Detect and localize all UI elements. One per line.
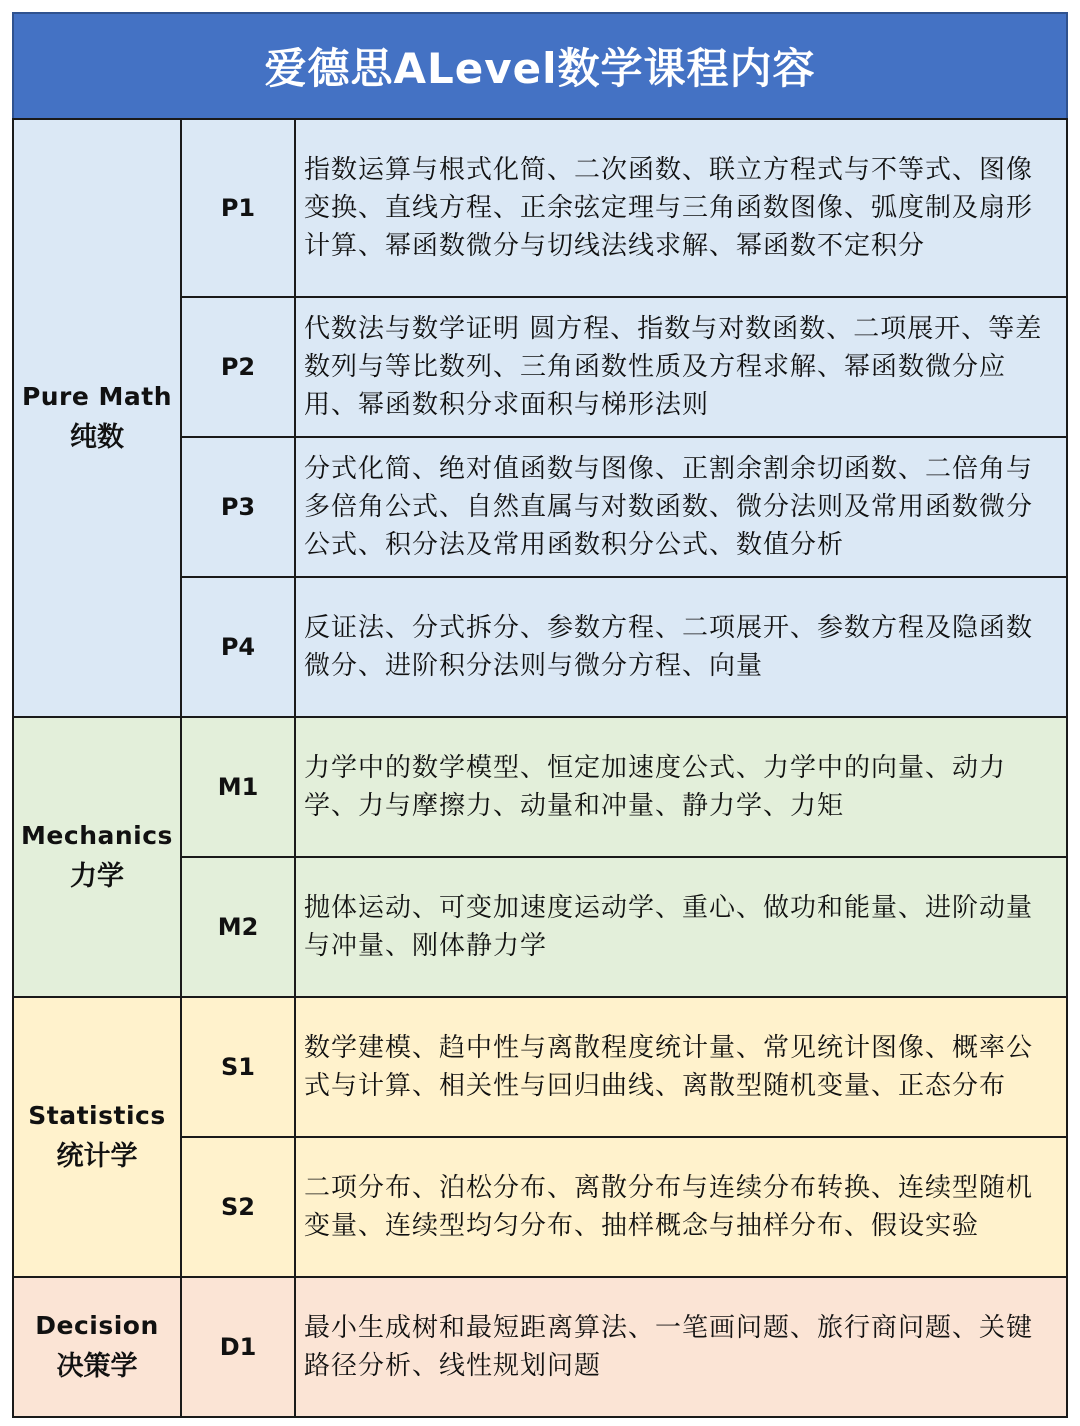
category-name-zh: 纯数: [70, 422, 124, 453]
unit-content: 代数法与数学证明 圆方程、指数与对数函数、二项展开、等差数列与等比数列、三角函数性质及方程求解、幂函数微分应用、幂函数积分求面积与梯形法则: [295, 297, 1067, 437]
category-cell-decision: [13, 1277, 181, 1417]
unit-content: 二项分布、泊松分布、离散分布与连续分布转换、连续型随机变量、连续型均匀分布、抽样概念与抽样分布、假设实验: [295, 1137, 1067, 1277]
unit-code: P4: [181, 577, 295, 717]
unit-content: 最小生成树和最短距离算法、一笔画问题、旅行商问题、关键路径分析、线性规划问题: [295, 1277, 1067, 1417]
unit-code: D1: [181, 1277, 295, 1417]
unit-code: P1: [181, 119, 295, 297]
unit-code: P3: [181, 437, 295, 577]
title-bar: [12, 12, 1068, 118]
unit-code: M1: [181, 717, 295, 857]
table-row: [13, 1277, 1067, 1417]
category-name-zh: 力学: [70, 861, 124, 892]
category-name-zh: 决策学: [56, 1351, 138, 1382]
category-name-zh: 统计学: [56, 1141, 138, 1172]
unit-content: 抛体运动、可变加速度运动学、重心、做功和能量、进阶动量与冲量、刚体静力学: [295, 857, 1067, 997]
unit-content: 数学建模、趋中性与离散程度统计量、常见统计图像、概率公式与计算、相关性与回归曲线、离散型随机变量、正态分布: [295, 997, 1067, 1137]
category-cell-statistics: [13, 997, 181, 1277]
unit-content: 分式化简、绝对值函数与图像、正割余割余切函数、二倍角与多倍角公式、自然直属与对数函数、微分法则及常用函数微分公式、积分法及常用函数积分公式、数值分析: [295, 437, 1067, 577]
table-row: [13, 119, 1067, 297]
unit-code: P2: [181, 297, 295, 437]
course-table: [12, 118, 1068, 1418]
category-name-en: Decision: [35, 1311, 159, 1340]
unit-code: M2: [181, 857, 295, 997]
table-row: [13, 717, 1067, 857]
page-title: 爱德思ALevel数学课程内容: [264, 44, 816, 93]
unit-code: S1: [181, 997, 295, 1137]
category-cell-mechanics: [13, 717, 181, 997]
category-name-en: Mechanics: [21, 821, 173, 850]
course-table-page: [12, 12, 1068, 1418]
unit-code: S2: [181, 1137, 295, 1277]
category-name-en: Statistics: [28, 1101, 166, 1130]
category-cell-pure-math: [13, 119, 181, 717]
category-name-en: Pure Math: [21, 382, 173, 411]
unit-content: 力学中的数学模型、恒定加速度公式、力学中的向量、动力学、力与摩擦力、动量和冲量、静力学、力矩: [295, 717, 1067, 857]
unit-content: 反证法、分式拆分、参数方程、二项展开、参数方程及隐函数微分、进阶积分法则与微分方程、向量: [295, 577, 1067, 717]
unit-content: 指数运算与根式化简、二次函数、联立方程式与不等式、图像变换、直线方程、正余弦定理与三角函数图像、弧度制及扇形计算、幂函数微分与切线法线求解、幂函数不定积分: [295, 119, 1067, 297]
table-row: [13, 997, 1067, 1137]
